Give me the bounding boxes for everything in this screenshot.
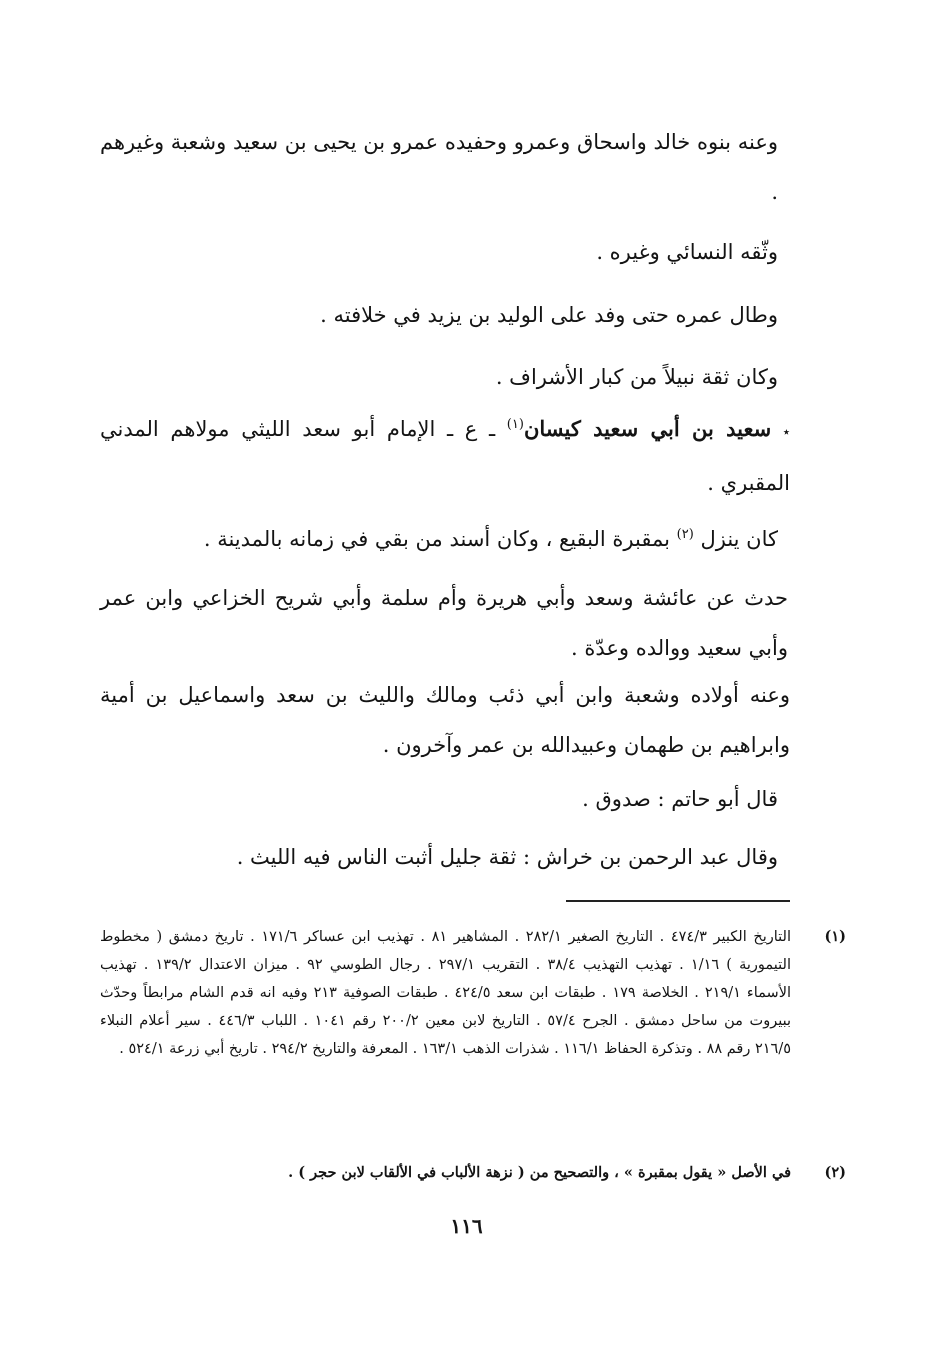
paragraph-abu-hatim [100, 774, 778, 824]
paragraph-text: وثّقه النسائي وغيره . [596, 240, 778, 264]
footnote-2 [100, 1159, 846, 1187]
paragraph-text: وعنه أولاده وشعبة وابن أبي ذئب ومالك والليث بن سعد واسماعيل بن أمية وابراهيم بن طهمان وعبيدالله بن عمر وآخرون . [100, 683, 790, 757]
paragraph-text: وعنه بنوه خالد واسحاق وعمرو وحفيده عمرو بن يحيى بن سعيد وشعبة وغيرهم . [100, 130, 778, 204]
paragraph-students [100, 670, 790, 770]
paragraph-narrators [100, 117, 778, 217]
paragraph-lifespan [100, 290, 778, 340]
page-number: ١١٦ [450, 1214, 483, 1238]
paragraph-teachers [100, 573, 788, 673]
paragraph-nobility [100, 352, 778, 402]
paragraph-text: وقال عبد الرحمن بن خراش : ثقة جليل أثبت الناس فيه الليث . [236, 845, 778, 869]
footnote-ref-2[interactable]: (٢) [676, 527, 694, 542]
footnote-divider [566, 900, 790, 902]
paragraph-ibn-khirash [100, 832, 778, 882]
footnote-1 [100, 923, 846, 1063]
biography-entry-heading [100, 404, 790, 508]
footnote-number: (٢) [824, 1164, 846, 1181]
paragraph-text: وطال عمره حتى وفد على الوليد بن يزيد في خلافته . [320, 303, 778, 327]
paragraph-trust [100, 227, 778, 277]
entry-description: ـ ع ـ الإمام أبو سعد الليثي مولاهم المدني المقبري . [100, 417, 790, 495]
footnote-text: التاريخ الكبير ٤٧٤/٣ . التاريخ الصغير ٢٨٢/١ . المشاهير ٨١ . تهذيب ابن عساكر ١٧١/٦ . تاريخ دمشق ( مخطوط التيمورية ) ١/١٦ . تهذيب التهذيب ٣٨/٤ . التقريب ٢٩٧/١ . رجال الطوسي ٩٢ . ميزان الاعتدال ١٣٩/٢ . تهذيب الأسماء ٢١٩/١ . الخلاصة ١٧٩ . طبقات ابن سعد ٤٢٤/٥ . طبقات الصوفية ٢١٣ وفيه انه قدم الشام مرابطاً وحدّث ببيروت من ساحل دمشق . الجرح ٥٧/٤ . التاريخ لابن معين ٢٠٠/٢ رقم ١٠٤١ . اللباب ٤٤٦/٣ . سير أعلام النبلاء ٢١٦/٥ رقم ٨٨ . وتذكرة الحفاظ ١١٦/١ . شذرات الذهب ١٦٣/١ . المعرفة والتاريخ ٢٩٤/٢ . تاريخ أبي زرعة ٥٢٤/١ . [100, 929, 791, 1057]
paragraph-text: بمقبرة البقيع ، وكان أسند من بقي في زمانه بالمدينة . [203, 527, 670, 551]
footnote-text: في الأصل « يقول بمقبرة » ، والتصحيح من ( نزهة الألباب في الألقاب لابن حجر ) . [288, 1164, 791, 1181]
paragraph-text: حدث عن عائشة وسعد وأبي هريرة وأم سلمة وأبي شريح الخزاعي وابن عمر وأبي سعيد ووالده وعدّة . [100, 586, 788, 660]
paragraph-text: وكان ثقة نبيلاً من كبار الأشراف . [495, 365, 778, 389]
footnote-number: (١) [824, 928, 846, 945]
paragraph-lead: كان ينزل [700, 527, 778, 551]
paragraph-text: قال أبو حاتم : صدوق . [582, 787, 778, 811]
footnote-ref-1[interactable]: (١) [506, 417, 524, 432]
entry-name: سعيد بن أبي سعيد كيسان [523, 416, 772, 441]
entry-bullet-icon: ٭ [782, 425, 790, 440]
paragraph-residence [100, 514, 778, 564]
